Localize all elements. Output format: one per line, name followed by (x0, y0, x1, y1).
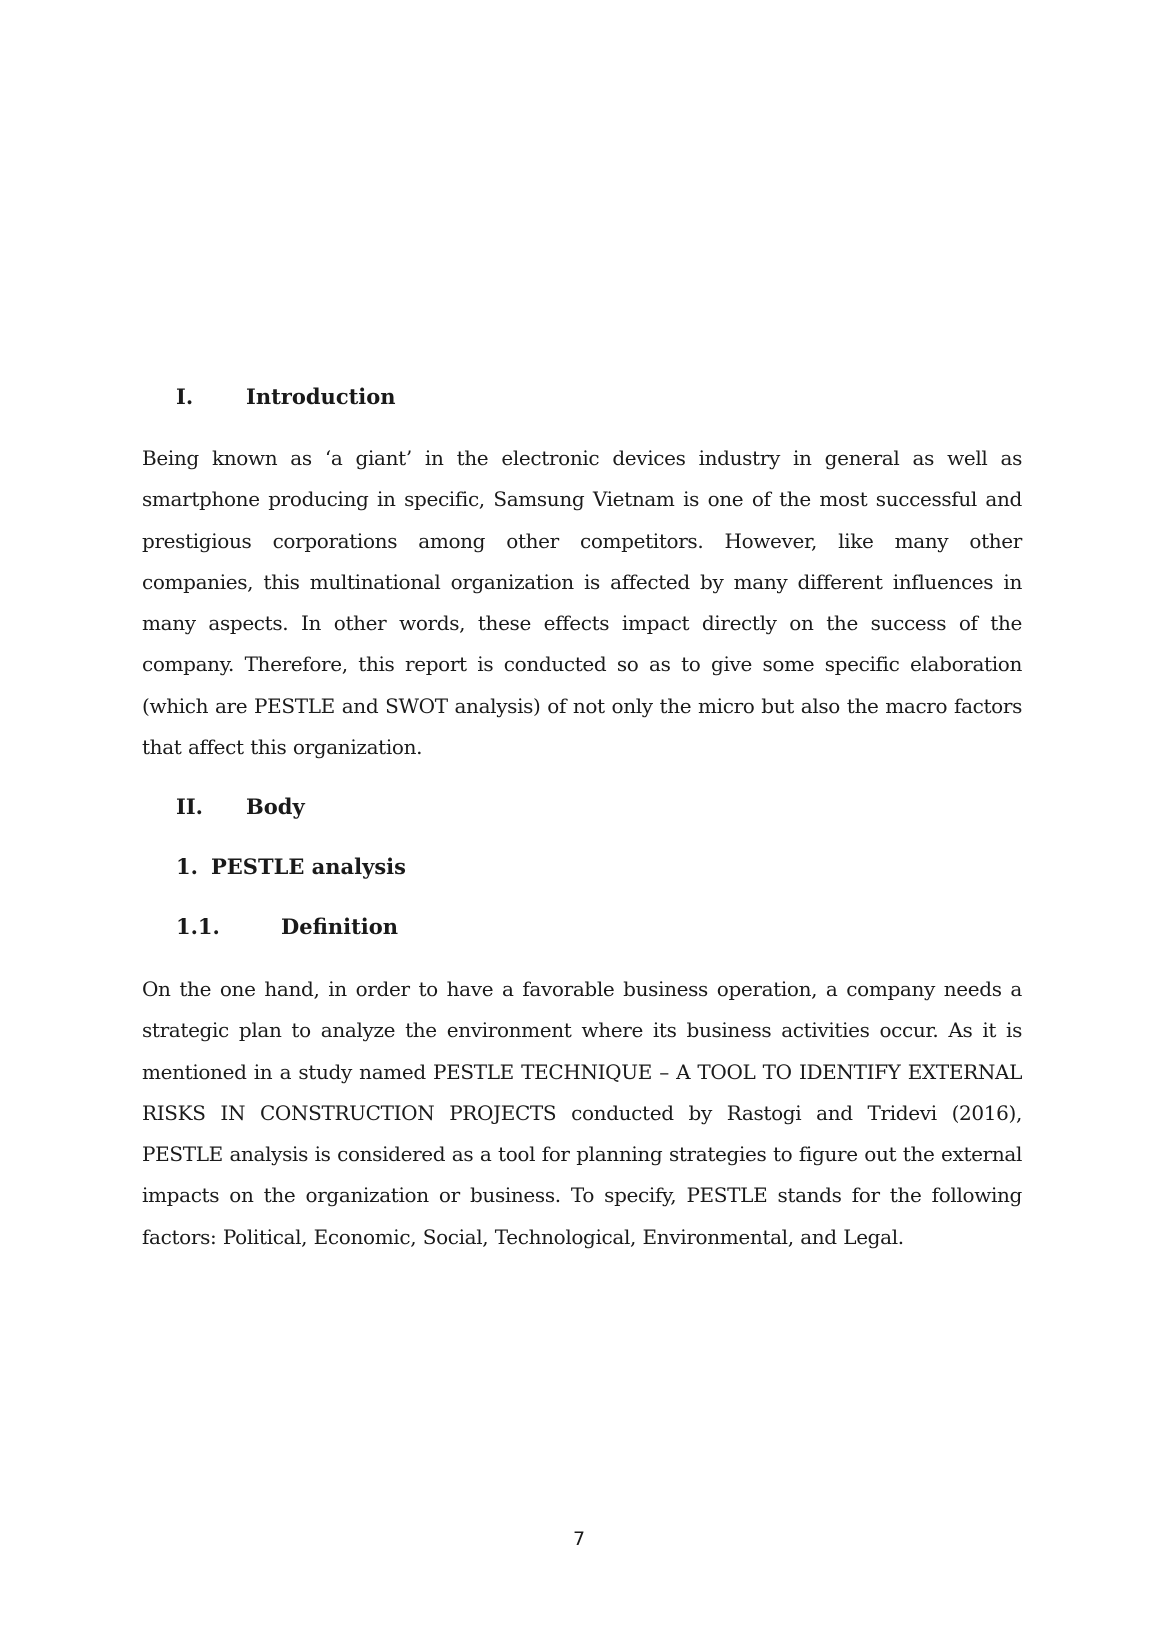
page-number: 7 (572, 1528, 586, 1550)
heading-number: 1. (176, 854, 198, 879)
heading-title: Body (246, 794, 305, 819)
heading-number: 1.1. (176, 914, 220, 939)
introduction-paragraph: Being known as ‘a giant’ in the electronic devices industry in general as well as smartphone producing in specific, Samsung Vietnam is one of the most successful and prestigious corporations among other competitors. However, like many other companies, this multinational organization is affected by many different influences in many aspects. In other words, these effects impact directly on the success of the company. Therefore, this report is conducted so as to give some specific elaboration (which are PESTLE and SWOT analysis) of not only the micro but also the macro factors that affect this organization. (142, 446, 1022, 760)
heading-definition (176, 916, 398, 937)
heading-number: II. (176, 794, 203, 819)
heading-pestle-analysis (176, 856, 406, 877)
heading-number: I. (176, 384, 194, 409)
heading-title: PESTLE analysis (211, 854, 406, 879)
heading-introduction (176, 386, 396, 407)
definition-paragraph: On the one hand, in order to have a favorable business operation, a company needs a strategic plan to analyze the environment where its business activities occur. As it is mentioned in a study named PESTLE TECHNIQUE – A TOOL TO IDENTIFY EXTERNAL RISKS IN CONSTRUCTION PROJECTS conducted by Rastogi and Tridevi (2016), PESTLE analysis is considered as a tool for planning strategies to figure out the external impacts on the organization or business. To specify, PESTLE stands for the following factors: Political, Economic, Social, Technological, Environmental, and Legal. (142, 977, 1022, 1249)
heading-title: Definition (281, 914, 399, 939)
heading-body (176, 796, 305, 817)
heading-title: Introduction (246, 384, 396, 409)
